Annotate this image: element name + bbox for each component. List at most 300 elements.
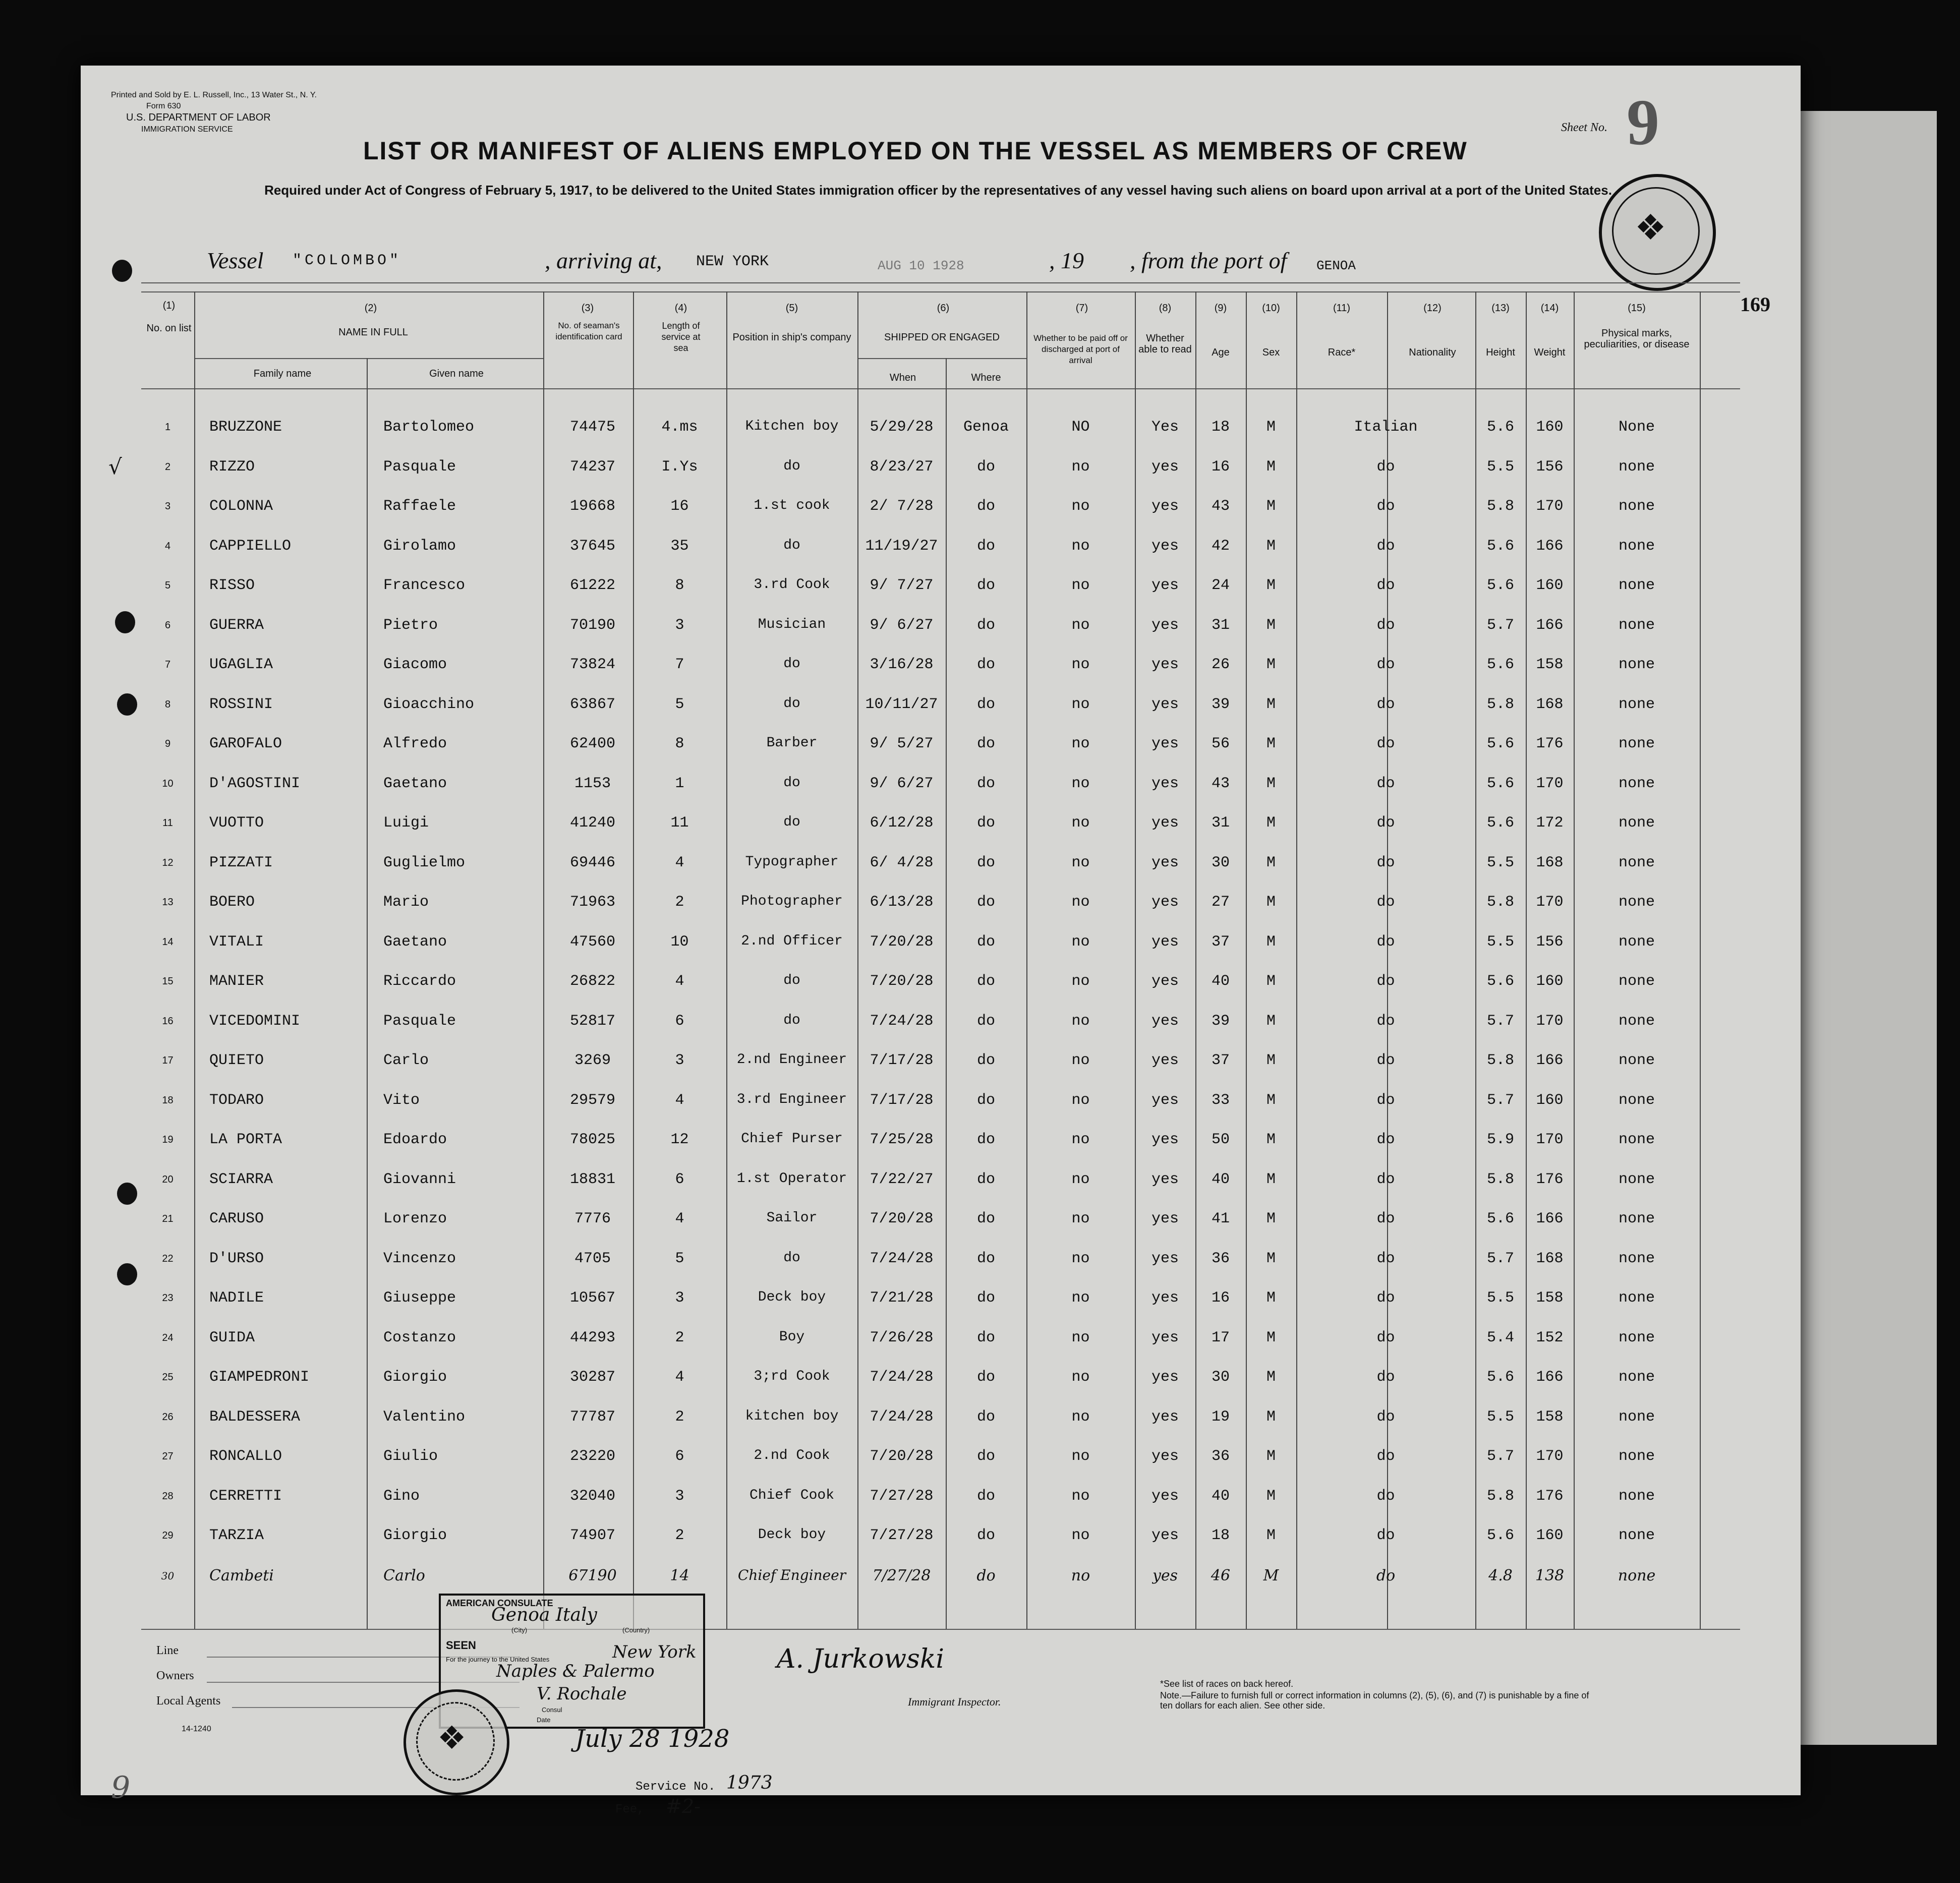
cell-read: yes bbox=[1151, 1289, 1179, 1307]
cell-no: 14 bbox=[162, 936, 174, 948]
cell-no: 5 bbox=[164, 580, 171, 591]
cell-sex: M bbox=[1266, 458, 1276, 476]
cell-position: Deck boy bbox=[758, 1289, 826, 1305]
cell-position: Barber bbox=[766, 735, 818, 751]
cell-height: 5.8 bbox=[1486, 1170, 1514, 1188]
cell-sex: M bbox=[1266, 814, 1276, 832]
cell-height: 5.5 bbox=[1486, 458, 1514, 476]
cell-read: yes bbox=[1151, 458, 1179, 476]
cell-height: 5.5 bbox=[1486, 933, 1514, 951]
cell-race: do bbox=[1376, 814, 1395, 832]
cell-height: 5.6 bbox=[1486, 775, 1514, 792]
cell-no: 3 bbox=[164, 501, 171, 512]
cell-height: 5.8 bbox=[1486, 1487, 1514, 1505]
cell-no: 24 bbox=[162, 1332, 174, 1343]
cell-age: 56 bbox=[1211, 735, 1230, 752]
cell-age: 40 bbox=[1211, 973, 1230, 990]
cell-position: do bbox=[783, 1250, 800, 1266]
cell-where: do bbox=[976, 1408, 995, 1426]
form-number: Form 630 bbox=[146, 102, 181, 110]
cell-where: do bbox=[976, 1170, 995, 1188]
cell-height: 5.6 bbox=[1486, 537, 1514, 555]
cell-height: 5.8 bbox=[1486, 894, 1514, 911]
cell-weight: 158 bbox=[1536, 1408, 1564, 1426]
cell-sex: M bbox=[1266, 775, 1276, 792]
cell-sex: M bbox=[1266, 894, 1276, 911]
cell-family: CERRETTI bbox=[209, 1487, 282, 1505]
cell-age: 43 bbox=[1211, 498, 1230, 515]
cell-height: 5.5 bbox=[1486, 1408, 1514, 1426]
cell-race: do bbox=[1376, 775, 1395, 792]
arrival-port: NEW YORK bbox=[696, 253, 769, 270]
cell-when: 9/ 6/27 bbox=[870, 616, 934, 634]
cell-paid: no bbox=[1071, 498, 1090, 515]
cell-weight: 166 bbox=[1536, 1052, 1564, 1069]
cell-weight: 156 bbox=[1536, 933, 1564, 951]
cell-paid: no bbox=[1071, 1369, 1090, 1386]
cell-service: 4 bbox=[675, 1091, 684, 1109]
cell-marks: none bbox=[1618, 1012, 1655, 1030]
cell-age: 37 bbox=[1211, 933, 1230, 951]
manifest-page bbox=[81, 66, 1801, 1817]
cell-marks: none bbox=[1618, 1210, 1655, 1227]
cell-race: do bbox=[1376, 1289, 1395, 1307]
cell-card: 52817 bbox=[569, 1012, 615, 1030]
cell-position: 2.nd Engineer bbox=[736, 1052, 847, 1068]
consular-seal-icon: ❖ bbox=[403, 1689, 509, 1795]
arriving-label: , arriving at, bbox=[545, 248, 662, 273]
col-10-num: (10) bbox=[1262, 303, 1280, 314]
cell-position: do bbox=[783, 814, 800, 830]
cell-paid: no bbox=[1071, 1170, 1090, 1188]
cell-sex: M bbox=[1266, 656, 1276, 673]
fee-value: #2- bbox=[666, 1795, 701, 1817]
cell-weight: 166 bbox=[1536, 1210, 1564, 1227]
cell-marks: none bbox=[1618, 1289, 1655, 1307]
cell-weight: 152 bbox=[1536, 1329, 1564, 1346]
cell-card: 18831 bbox=[569, 1170, 615, 1188]
cell-service: 11 bbox=[670, 814, 689, 832]
cell-race: do bbox=[1376, 537, 1395, 555]
cell-race: do bbox=[1376, 1131, 1395, 1148]
cell-age: 46 bbox=[1210, 1566, 1231, 1584]
cell-card: 7776 bbox=[574, 1210, 611, 1227]
cell-no: 16 bbox=[162, 1015, 174, 1027]
cell-sex: M bbox=[1266, 1250, 1276, 1267]
cell-paid: no bbox=[1071, 1329, 1090, 1346]
col-family-label: Family name bbox=[253, 368, 312, 379]
cell-card: 10567 bbox=[569, 1289, 615, 1307]
cell-when: 7/27/28 bbox=[872, 1566, 931, 1584]
fee-label: Fee, bbox=[615, 1803, 645, 1816]
cell-when: 3/16/28 bbox=[870, 656, 934, 673]
cell-family: GAROFALO bbox=[209, 735, 282, 752]
cell-sex: M bbox=[1266, 973, 1276, 990]
owners-label: Owners bbox=[156, 1669, 194, 1682]
cell-family: VITALI bbox=[209, 933, 264, 951]
cell-age: 43 bbox=[1211, 775, 1230, 792]
cell-read: yes bbox=[1151, 656, 1179, 673]
cell-marks: None bbox=[1618, 419, 1655, 436]
cell-when: 6/ 4/28 bbox=[870, 854, 934, 871]
cell-paid: no bbox=[1071, 1448, 1090, 1465]
cell-given: Giulio bbox=[383, 1448, 438, 1465]
cell-marks: none bbox=[1618, 1250, 1655, 1267]
cell-race: do bbox=[1376, 616, 1395, 634]
cell-paid: no bbox=[1071, 1012, 1090, 1030]
cell-card: 23220 bbox=[569, 1448, 615, 1465]
from-port-label: , from the port of bbox=[1130, 248, 1287, 273]
col-2-num: (2) bbox=[364, 303, 377, 314]
note-penalty: Note.—Failure to furnish full or correct information in columns (2), (5), (6), and (7) is punishable by a fine of ten dollars for each alien. See other side. bbox=[1160, 1690, 1589, 1711]
cell-position: 2.nd Officer bbox=[741, 933, 843, 949]
cell-no: 11 bbox=[162, 817, 173, 829]
cell-age: 30 bbox=[1211, 854, 1230, 871]
cell-weight: 176 bbox=[1536, 1487, 1564, 1505]
cell-family: GUERRA bbox=[209, 616, 264, 634]
stamp-date-label: Date bbox=[537, 1716, 551, 1724]
cell-age: 18 bbox=[1211, 1527, 1230, 1544]
check-mark: √ bbox=[108, 454, 122, 479]
cell-sex: M bbox=[1266, 735, 1276, 752]
cell-paid: no bbox=[1071, 695, 1090, 713]
department: U.S. DEPARTMENT OF LABOR bbox=[126, 112, 271, 123]
cell-marks: none bbox=[1618, 735, 1655, 752]
cell-sex: M bbox=[1266, 616, 1276, 634]
cell-card: 62400 bbox=[569, 735, 615, 752]
cell-sex: M bbox=[1266, 1131, 1276, 1148]
cell-paid: no bbox=[1071, 775, 1090, 792]
cell-race: Italian bbox=[1354, 419, 1418, 436]
cell-card: 19668 bbox=[569, 498, 615, 515]
cell-service: 12 bbox=[670, 1131, 689, 1148]
cell-where: do bbox=[976, 458, 995, 476]
service-name: IMMIGRATION SERVICE bbox=[141, 125, 233, 134]
stamp-city-label: (City) bbox=[511, 1626, 528, 1634]
cell-no: 7 bbox=[164, 659, 171, 670]
cell-service: 14 bbox=[670, 1566, 689, 1584]
cell-marks: none bbox=[1618, 854, 1655, 871]
cell-where: do bbox=[976, 1131, 995, 1148]
cell-where: do bbox=[976, 1289, 995, 1307]
cell-position: do bbox=[783, 1012, 800, 1028]
col-1-label: No. on list bbox=[146, 323, 192, 334]
cell-family: Cambeti bbox=[209, 1566, 274, 1584]
cell-read: yes bbox=[1151, 1012, 1179, 1030]
cell-age: 30 bbox=[1211, 1369, 1230, 1386]
cell-service: 6 bbox=[675, 1012, 684, 1030]
cell-no: 18 bbox=[162, 1094, 174, 1106]
cell-when: 7/20/28 bbox=[870, 973, 934, 990]
cell-when: 7/24/28 bbox=[870, 1250, 934, 1267]
cell-no: 15 bbox=[162, 976, 174, 987]
cell-age: 18 bbox=[1211, 419, 1230, 436]
cell-age: 39 bbox=[1211, 1012, 1230, 1030]
cell-read: yes bbox=[1151, 1170, 1179, 1188]
cell-where: do bbox=[976, 933, 995, 951]
cell-paid: no bbox=[1071, 458, 1090, 476]
cell-given: Girolamo bbox=[383, 537, 456, 555]
stamp-consul-signature: V. Rochale bbox=[537, 1684, 627, 1704]
col-4-label: Length of service at sea bbox=[661, 321, 701, 353]
col-12-num: (12) bbox=[1423, 303, 1442, 314]
cell-sex: M bbox=[1266, 854, 1276, 871]
stamp-date: July 28 1928 bbox=[575, 1725, 730, 1753]
cell-service: 4 bbox=[675, 1210, 684, 1227]
cell-race: do bbox=[1376, 735, 1395, 752]
cell-when: 7/17/28 bbox=[870, 1052, 934, 1069]
cell-weight: 172 bbox=[1536, 814, 1564, 832]
cell-when: 7/24/28 bbox=[870, 1408, 934, 1426]
cell-family: BALDESSERA bbox=[209, 1408, 301, 1426]
cell-where: do bbox=[976, 695, 995, 713]
cell-when: 9/ 6/27 bbox=[870, 775, 934, 792]
cell-position: do bbox=[783, 775, 800, 791]
cell-when: 7/25/28 bbox=[870, 1131, 934, 1148]
page-subtitle: Required under Act of Congress of February 5, 1917, to be delivered to the United States immigration officer by the representatives of any vessel having such aliens on board upon arrival at a port of the United States. bbox=[264, 183, 1612, 198]
cell-paid: no bbox=[1071, 616, 1090, 634]
cell-sex: M bbox=[1266, 1527, 1276, 1544]
cell-sex: M bbox=[1266, 1210, 1276, 1227]
cell-race: do bbox=[1376, 1052, 1395, 1069]
cell-position: Chief Purser bbox=[741, 1131, 843, 1147]
cell-no: 19 bbox=[162, 1134, 174, 1145]
cell-sex: M bbox=[1266, 1091, 1276, 1109]
cell-family: CARUSO bbox=[209, 1210, 264, 1227]
cell-given: Vito bbox=[383, 1091, 420, 1109]
cell-height: 5.6 bbox=[1486, 1527, 1514, 1544]
cell-family: VUOTTO bbox=[209, 814, 264, 832]
sheet-number: 9 bbox=[1627, 86, 1659, 159]
vessel-name: "COLOMBO" bbox=[293, 252, 402, 269]
cell-card: 37645 bbox=[569, 537, 615, 555]
cell-race: do bbox=[1376, 458, 1395, 476]
cell-height: 5.7 bbox=[1486, 616, 1514, 634]
cell-when: 9/ 7/27 bbox=[870, 577, 934, 594]
cell-weight: 170 bbox=[1536, 1012, 1564, 1030]
cell-service: 3 bbox=[675, 1487, 684, 1505]
cell-read: yes bbox=[1151, 1487, 1179, 1505]
cell-when: 7/21/28 bbox=[870, 1289, 934, 1307]
cell-age: 39 bbox=[1211, 695, 1230, 713]
cell-weight: 158 bbox=[1536, 1289, 1564, 1307]
cell-service: 4.ms bbox=[661, 419, 698, 436]
cell-race: do bbox=[1376, 1448, 1395, 1465]
cell-when: 7/27/28 bbox=[870, 1487, 934, 1505]
cell-age: 31 bbox=[1211, 814, 1230, 832]
cell-position: do bbox=[783, 973, 800, 988]
cell-marks: none bbox=[1618, 616, 1655, 634]
cell-paid: no bbox=[1071, 854, 1090, 871]
cell-position: 1.st cook bbox=[754, 498, 830, 513]
col-9-num: (9) bbox=[1214, 303, 1227, 314]
cell-weight: 166 bbox=[1536, 1369, 1564, 1386]
cell-card: 29579 bbox=[569, 1091, 615, 1109]
cell-family: D'AGOSTINI bbox=[209, 775, 301, 792]
sheet-label: Sheet No. bbox=[1561, 121, 1607, 134]
cell-no: 10 bbox=[162, 778, 174, 789]
cell-height: 5.7 bbox=[1486, 1448, 1514, 1465]
cell-where: do bbox=[976, 537, 995, 555]
cell-race: do bbox=[1376, 854, 1395, 871]
cell-card: 78025 bbox=[569, 1131, 615, 1148]
cell-height: 5.5 bbox=[1486, 1289, 1514, 1307]
cell-age: 42 bbox=[1211, 537, 1230, 555]
cell-weight: 156 bbox=[1536, 458, 1564, 476]
cell-height: 5.7 bbox=[1486, 1250, 1514, 1267]
cell-position: Deck boy bbox=[758, 1527, 826, 1543]
cell-age: 40 bbox=[1211, 1487, 1230, 1505]
cell-read: yes bbox=[1151, 1408, 1179, 1426]
binder-hole bbox=[115, 611, 135, 633]
service-no: 1973 bbox=[726, 1773, 773, 1793]
cell-no: 27 bbox=[162, 1451, 174, 1462]
cell-where: do bbox=[976, 656, 995, 673]
stamp-city: Genoa Italy bbox=[491, 1605, 597, 1625]
cell-paid: no bbox=[1071, 1210, 1090, 1227]
cell-age: 37 bbox=[1211, 1052, 1230, 1069]
cell-race: do bbox=[1376, 1210, 1395, 1227]
cell-where: do bbox=[976, 1527, 995, 1544]
cell-race: do bbox=[1376, 1250, 1395, 1267]
cell-paid: no bbox=[1071, 973, 1090, 990]
cell-read: yes bbox=[1151, 894, 1179, 911]
cell-where: do bbox=[976, 1210, 995, 1227]
cell-position: do bbox=[783, 537, 800, 553]
cell-read: yes bbox=[1151, 1329, 1179, 1346]
cell-when: 6/12/28 bbox=[870, 814, 934, 832]
col-1-num: (1) bbox=[162, 300, 176, 311]
cell-given: Giacomo bbox=[383, 656, 447, 673]
cell-weight: 170 bbox=[1536, 498, 1564, 515]
agents-label: Local Agents bbox=[156, 1694, 221, 1708]
cell-position: do bbox=[783, 695, 800, 712]
cell-card: 70190 bbox=[569, 616, 615, 634]
page-title: LIST OR MANIFEST OF ALIENS EMPLOYED ON THE VESSEL AS MEMBERS OF CREW bbox=[363, 137, 1468, 165]
cell-sex: M bbox=[1266, 1052, 1276, 1069]
cell-where: do bbox=[976, 1091, 995, 1109]
cell-height: 5.9 bbox=[1486, 1131, 1514, 1148]
stamp-via: Naples & Palermo bbox=[496, 1661, 655, 1681]
cell-paid: no bbox=[1071, 1052, 1090, 1069]
cell-when: 7/26/28 bbox=[870, 1329, 934, 1346]
cell-sex: M bbox=[1266, 1170, 1276, 1188]
cell-paid: no bbox=[1071, 537, 1090, 555]
cell-given: Mario bbox=[383, 894, 429, 911]
cell-card: 47560 bbox=[569, 933, 615, 951]
cell-weight: 170 bbox=[1536, 1448, 1564, 1465]
cell-read: yes bbox=[1151, 1448, 1179, 1465]
cell-service: 8 bbox=[675, 735, 684, 752]
cell-sex: M bbox=[1266, 1448, 1276, 1465]
cell-sex: M bbox=[1266, 695, 1276, 713]
col-3-label: No. of seaman's identification card bbox=[555, 321, 622, 341]
cell-service: 10 bbox=[670, 933, 689, 951]
cell-paid: no bbox=[1071, 1487, 1090, 1505]
cell-when: 7/17/28 bbox=[870, 1091, 934, 1109]
cell-where: do bbox=[976, 735, 995, 752]
inspector-label: Immigrant Inspector. bbox=[908, 1695, 1001, 1708]
cell-card: 74475 bbox=[569, 419, 615, 436]
cell-service: 2 bbox=[675, 1329, 684, 1346]
cell-marks: none bbox=[1618, 1527, 1655, 1544]
cell-given: Riccardo bbox=[383, 973, 456, 990]
note-races: *See list of races on back hereof. bbox=[1160, 1679, 1294, 1689]
cell-where: do bbox=[976, 1448, 995, 1465]
cell-paid: no bbox=[1071, 933, 1090, 951]
cell-given: Gino bbox=[383, 1487, 420, 1505]
cell-no: 20 bbox=[162, 1173, 174, 1185]
col-3-num: (3) bbox=[581, 303, 594, 314]
cell-read: yes bbox=[1151, 1131, 1179, 1148]
cell-age: 36 bbox=[1211, 1448, 1230, 1465]
cell-service: 35 bbox=[670, 537, 689, 555]
cell-service: 16 bbox=[670, 498, 689, 515]
cell-family: COLONNA bbox=[209, 498, 273, 515]
cell-weight: 168 bbox=[1536, 695, 1564, 713]
cell-read: yes bbox=[1151, 775, 1179, 792]
col-13-label: Height bbox=[1486, 347, 1515, 358]
cell-family: TODARO bbox=[209, 1091, 264, 1109]
cell-sex: M bbox=[1266, 577, 1276, 594]
cell-race: do bbox=[1376, 1091, 1395, 1109]
cell-age: 33 bbox=[1211, 1091, 1230, 1109]
cell-age: 17 bbox=[1211, 1329, 1230, 1346]
col-where-label: Where bbox=[971, 372, 1001, 383]
cell-read: yes bbox=[1151, 973, 1179, 990]
cell-family: NADILE bbox=[209, 1289, 264, 1307]
col-15-num: (15) bbox=[1628, 303, 1646, 314]
col-15-label: Physical marks, peculiarities, or disease bbox=[1584, 328, 1690, 350]
cell-paid: no bbox=[1071, 814, 1090, 832]
col-9-label: Age bbox=[1212, 347, 1230, 358]
cell-when: 7/20/28 bbox=[870, 1210, 934, 1227]
margin-mark: 9 bbox=[111, 1770, 131, 1805]
cell-card: 67190 bbox=[568, 1566, 617, 1584]
cell-marks: none bbox=[1618, 537, 1655, 555]
cell-height: 5.6 bbox=[1486, 1210, 1514, 1227]
cell-race: do bbox=[1376, 1170, 1395, 1188]
cell-where: do bbox=[976, 616, 995, 634]
cell-race: do bbox=[1376, 656, 1395, 673]
cell-position: Chief Engineer bbox=[737, 1566, 846, 1583]
cell-given: Giuseppe bbox=[383, 1289, 456, 1307]
cell-marks: none bbox=[1618, 1408, 1655, 1426]
cell-no: 13 bbox=[162, 897, 174, 908]
cell-position: kitchen boy bbox=[745, 1408, 839, 1424]
cell-family: UGAGLIA bbox=[209, 656, 273, 673]
cell-where: do bbox=[976, 498, 995, 515]
cell-paid: no bbox=[1071, 656, 1090, 673]
cell-family: SCIARRA bbox=[209, 1170, 273, 1188]
cell-marks: none bbox=[1618, 814, 1655, 832]
col-6-num: (6) bbox=[937, 303, 950, 314]
cell-when: 7/24/28 bbox=[870, 1012, 934, 1030]
stamp-consulate: AMERICAN CONSULATE bbox=[446, 1598, 553, 1608]
cell-no: 6 bbox=[164, 619, 171, 631]
cell-height: 4.8 bbox=[1488, 1566, 1513, 1584]
col-5-num: (5) bbox=[785, 303, 798, 314]
binder-hole bbox=[117, 693, 137, 716]
binder-hole bbox=[117, 1263, 137, 1285]
cell-read: yes bbox=[1151, 1210, 1179, 1227]
col-12-label: Nationality bbox=[1409, 347, 1456, 358]
cell-family: QUIETO bbox=[209, 1052, 264, 1069]
cell-position: 3.rd Cook bbox=[754, 577, 830, 593]
binder-hole bbox=[117, 1183, 137, 1205]
cell-sex: M bbox=[1266, 1487, 1276, 1505]
cell-weight: 168 bbox=[1536, 854, 1564, 871]
